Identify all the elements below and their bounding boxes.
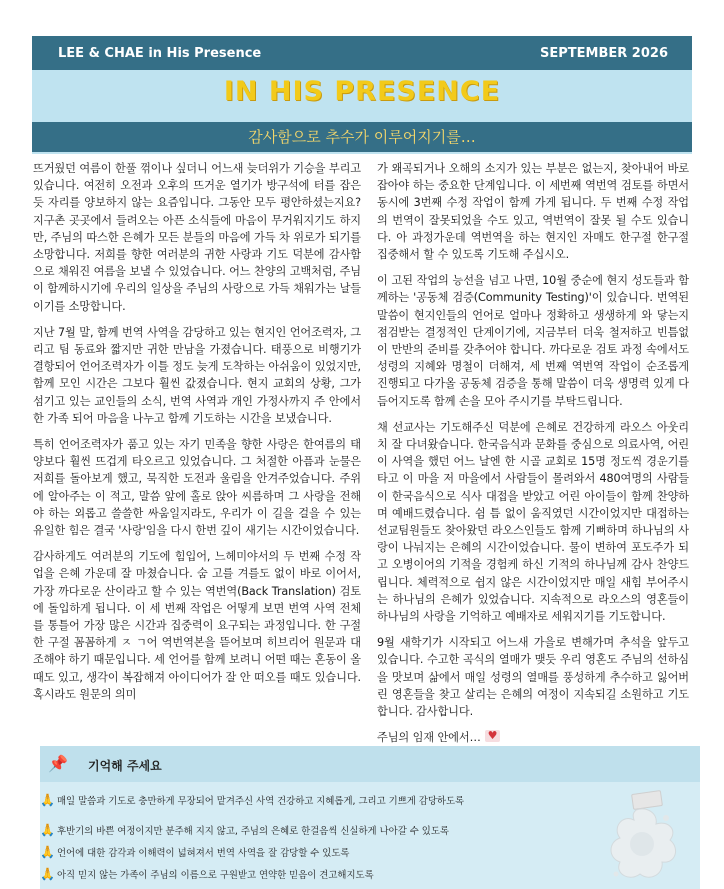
- prayer-item: [40, 793, 700, 807]
- praying-hands-icon: 🙏: [40, 867, 55, 881]
- issue-date: SEPTEMBER 2026: [540, 46, 668, 61]
- masthead: [32, 36, 692, 154]
- prayer-item-text: 매일 말씀과 기도로 충만하게 무장되어 맡겨주신 사역 건강하고 지혜롭게, 그리고 기쁘게 감당하도록: [57, 796, 465, 807]
- prayer-item: [40, 867, 700, 881]
- newsletter-title: IN HIS PRESENCE: [223, 76, 501, 107]
- paragraph: 9월 새학기가 시작되고 어느새 가을로 변해가며 추석을 앞두고 있습니다. 수고한 곡식의 열매가 맺듯 우리 영혼도 주님의 선하심을 맛보며 삶에서 매일 성령의 열매를 풍성하게 추수하고 잃어버린 영혼들을 찾고 살리는 은혜의 여정이 지속되길 소원하고 기도합니다. 감사합니다.: [377, 636, 689, 719]
- signature: 주님의 임재 안에서…: [377, 731, 481, 745]
- prayer-item: [40, 845, 700, 859]
- prayer-box-title: 기억해 주세요: [88, 759, 162, 773]
- newsletter-name: LEE & CHAE in His Presence: [58, 46, 262, 61]
- prayer-box-header: [40, 746, 700, 782]
- prayer-item-text: 후반기의 바쁜 여정이지만 분주해 지지 않고, 주님의 은혜로 한걸음씩 신실하게 나아갈 수 있도록: [57, 826, 449, 837]
- paragraph: 지난 7월 말, 함께 번역 사역을 감당하고 있는 현지인 언어조력자, 그리고 팀 동료와 짧지만 귀한 만남을 가졌습니다. 태풍으로 비행기가 결항되어 언어조력자가 이틀 정도 늦게 도착하는 아쉬움이 있었지만, 함께 모인 시간은 그보다 훨씬 값졌습니다. 현지 교회의 상황, 그가 섬기고 있는 교인들의 소식, 번역 사역과 개인 가정사까지 주 안에서 한 가족 되어 마음을 나누고 함께 기도하는 시간을 보냈습니다.: [33, 325, 361, 425]
- prayer-item-text: 언어에 대한 감각과 이해력이 넓혀져서 번역 사역을 잘 감당할 수 있도록: [57, 848, 350, 859]
- paragraph: 채 선교사는 기도해주신 덕분에 은혜로 건강하게 라오스 아웃리치 잘 다녀왔습니다. 한국음식과 문화를 중심으로 의료사역, 어린이 사역을 했던 어느 날엔 한 시골 교회로 15명 정도씩 경운기를 타고 이 마을 저 마을에서 사람들이 몰려와서 480여명의 사람들이 한국음식으로 식사 대접을 받았고 어린 아이들이 함께 찬양하며 예배드렸습니다. 쉼 틈 없이 움직였던 시간이었지만 대접하는 선교팀원들도 찾아왔던 라오스인들도 함께 기뻐하며 하나님의 사랑이 나눠지는 은혜의 시간이었습니다. 물이 변하여 포도주가 되고 오병이어의 기적을 경험케 하신 기적의 하나님께 감사 찬양드립니다. 체력적으로 쉽지 않은 시간이었지만 매일 새힘 부어주시는 하나님의 은혜가 있었습니다. 지속적으로 라오스의 영혼들이 하나님의 사랑을 기억하고 예배자로 세워지기를 기도합니다.: [377, 420, 689, 624]
- paragraph: 특히 언어조력자가 품고 있는 자기 민족을 향한 사랑은 한여름의 태양보다 훨씬 뜨겁게 타오르고 있었습니다. 그 처절한 아픔과 눈물은 저희를 돌아보게 했고, 묵직한 도전과 울림을 안겨주었습니다. 주위에 알아주는 이 적고, 말씀 앞에 홀로 앉아 씨름하며 그 사랑을 전해야 하는 외롭고 쓸쓸한 싸움일지라도, 우리가 이 길을 걸을 수 있는 유일한 힘은 결국 '사랑'임을 다시 한번 깊이 새기는 시간이었습니다.: [33, 438, 361, 538]
- praying-hands-icon: 🙏: [40, 845, 55, 859]
- paragraph: 이 고된 작업의 능선을 넘고 나면, 10월 중순에 현지 성도들과 함께하는 '공동체 검증(Community Testing)'이 있습니다. 번역된 말씀이 현지인들의 언어로 얼마나 정확하고 생생하게 와 닿는지 점검받는 결정적인 단계이기에, 지금부터 더욱 철저하고 빈틈없이 만반의 준비를 갖추어야 합니다. 까다로운 검토 과정 속에서도 성령의 지혜와 명철이 더해져, 세 번째 역번역 작업이 순조롭게 진행되고 다가올 공동체 검증을 통해 말씀이 더욱 생명력 있게 다듬어지도록 함께 손을 모아 주시기를 부탁드립니다.: [377, 274, 689, 408]
- paragraph: 뜨거웠던 여름이 한풀 꺾이나 싶더니 어느새 늦더위가 기승을 부리고 있습니다. 여전히 오전과 오후의 뜨거운 열기가 방구석에 터를 잡은 듯 자리를 양보하지 않는 요즘입니다. 그동안 모두 평안하셨는지요? 지구촌 곳곳에서 들려오는 아픈 소식들에 마음이 무거워지기도 하지만, 주님의 따스한 은혜가 모든 분들의 마음에 가득 차 위로가 되기를 소망합니다. 저희를 향한 여러분의 귀한 사랑과 기도 덕분에 감사함으로 채워진 여름을 보낼 수 있었습니다. 어느 찬양의 고백처럼, 주님이 함께하시기에 우리의 일상을 주님의 사랑으로 가득 채워가는 날들이기를 소망합니다.: [33, 162, 361, 313]
- masthead-topbar: [32, 36, 692, 70]
- pushpin-icon: 📌: [48, 754, 68, 773]
- heart-icon: [485, 730, 500, 742]
- newsletter-subtitle: 감사함으로 추수가 이루어지기를…: [32, 122, 692, 152]
- praying-hands-icon: 🙏: [40, 793, 55, 807]
- prayer-item-text: 아직 믿지 않는 가족이 주님의 이름으로 구원받고 연약한 믿음이 견고해지도록: [57, 870, 374, 881]
- signature-line: [377, 729, 689, 746]
- article-column-right: [377, 160, 689, 756]
- article-column-left: [33, 160, 361, 712]
- praying-hands-icon: 🙏: [40, 823, 55, 837]
- prayer-request-box: [40, 746, 700, 889]
- paragraph: 가 왜곡되거나 오해의 소지가 있는 부분은 없는지, 찾아내어 바로잡아야 하는 중요한 단계입니다. 이 세번째 역번역 검토를 하면서 동시에 3번째 수정 작업이 함께 가게 됩니다. 두 번째 수정 작업의 번역이 잘못되었을 수도 있고, 역번역이 잘못 될 수도 있습니다. 아 과정가운데 역번역을 하는 현지인 자매도 한구절 한구절 집중해서 할 수 있도록 기도해 주십시오.: [377, 162, 689, 262]
- paragraph: 감사하게도 여러분의 기도에 힘입어, 느헤미야서의 두 번째 수정 작업을 은혜 가운데 잘 마쳤습니다. 숨 고를 겨를도 없이 바로 이어서, 가장 까다로운 산이라고 할 수 있는 역번역(Back Translation) 검토에 돌입하게 됩니다. 이 세 번째 작업은 어떻게 보면 번역 사역 전체를 통틀어 가장 많은 시간과 집중력이 요구되는 과정입니다. 한 구절 한 구절 꼼꼼하게 ㅈ ㄱ어 역번역본을 뜯어보며 히브리어 원문과 대조해야 하기 때문입니다. 세 언어를 함께 보려니 어떤 때는 혼동이 올 때도 있고, 생각이 복잡해져 아이디어가 잘 안 떠오를 때도 있습니다. 혹시라도 원문의 의미: [33, 550, 361, 701]
- prayer-item: [40, 823, 700, 837]
